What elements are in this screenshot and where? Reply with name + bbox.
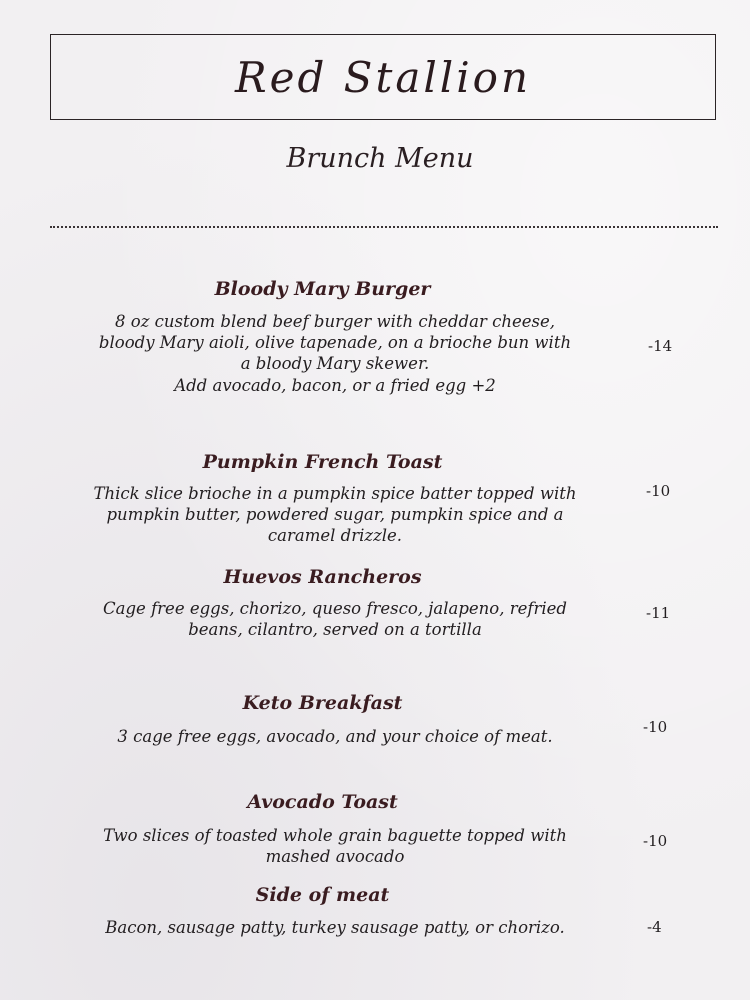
description-line: Thick slice brioche in a pumpkin spice batter topped with — [93, 484, 577, 503]
item-description — [40, 825, 630, 867]
item-name: Huevos Rancheros — [223, 566, 422, 588]
item-description — [40, 598, 630, 640]
item-description — [40, 311, 630, 374]
description-line: beans, cilantro, served on a tortilla — [188, 620, 482, 639]
item-price: -10 — [643, 718, 668, 736]
description-line: Bacon, sausage patty, turkey sausage patty, or chorizo. — [105, 918, 565, 937]
item-name: Pumpkin French Toast — [202, 451, 443, 473]
item-name: Bloody Mary Burger — [214, 278, 431, 300]
item-name: Side of meat — [255, 884, 390, 906]
menu-title: Brunch Menu — [286, 143, 474, 174]
description-line: bloody Mary aioli, olive tapenade, on a brioche bun with — [98, 333, 572, 352]
description-line: a bloody Mary skewer. — [240, 354, 430, 373]
item-price: -10 — [643, 832, 668, 850]
item-description — [40, 726, 630, 747]
restaurant-name: Red Stallion — [234, 52, 532, 102]
dotted-divider — [50, 226, 718, 228]
title-box — [50, 34, 716, 120]
description-line: Cage free eggs, chorizo, queso fresco, jalapeno, refried — [103, 599, 567, 618]
item-description — [40, 483, 630, 546]
item-addon: Add avocado, bacon, or a fried egg +2 — [174, 376, 496, 395]
description-line: mashed avocado — [265, 847, 405, 866]
description-line: Two slices of toasted whole grain baguette topped with — [103, 826, 567, 845]
description-line: 8 oz custom blend beef burger with cheddar cheese, — [115, 312, 555, 331]
item-price: -14 — [648, 337, 673, 355]
item-price: -4 — [647, 918, 662, 936]
item-name: Keto Breakfast — [242, 692, 403, 714]
item-description — [40, 917, 630, 938]
description-line: caramel drizzle. — [267, 526, 403, 545]
item-price: -11 — [646, 604, 671, 622]
item-name: Avocado Toast — [247, 791, 398, 813]
description-line: pumpkin butter, powdered sugar, pumpkin spice and a — [106, 505, 564, 524]
description-line: 3 cage free eggs, avocado, and your choice of meat. — [117, 727, 553, 746]
item-price: -10 — [646, 482, 671, 500]
